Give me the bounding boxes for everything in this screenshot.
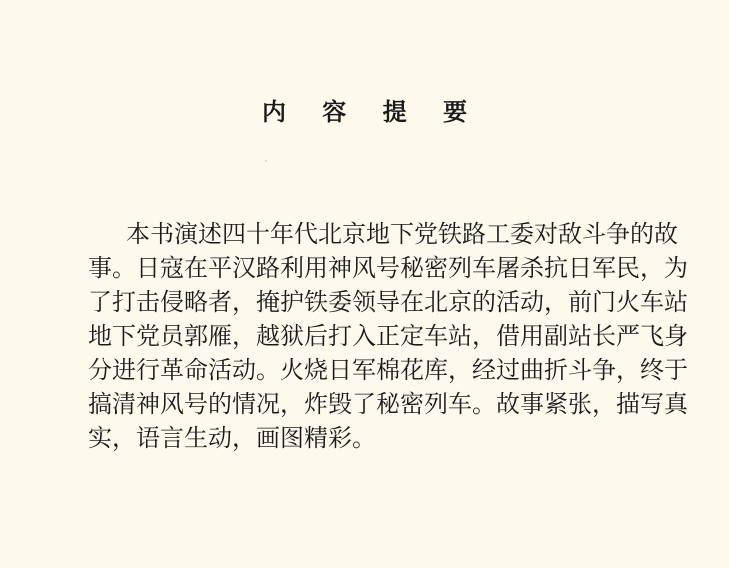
paper-speck bbox=[265, 160, 267, 162]
summary-line: 搞清神风号的情况，炸毁了秘密列车。故事紧张，描写真 bbox=[88, 390, 688, 418]
summary-line: 分进行革命活动。火烧日军棉花库，经过曲折斗争，终于 bbox=[88, 356, 688, 384]
summary-line: 本书演述四十年代北京地下党铁路工委对敌斗争的故 bbox=[126, 220, 678, 248]
summary-paragraph bbox=[88, 217, 688, 455]
page-title: 内 容 提 要 bbox=[261, 97, 482, 126]
summary-line: 事。日寇在平汉路利用神风号秘密列车屠杀抗日军民，为 bbox=[88, 254, 688, 282]
summary-line: 地下党员郭雁，越狱后打入正定车站，借用副站长严飞身 bbox=[88, 322, 688, 350]
summary-line: 实，语言生动，画图精彩。 bbox=[88, 424, 376, 452]
summary-line: 了打击侵略者，掩护铁委领导在北京的活动，前门火车站 bbox=[88, 288, 688, 316]
